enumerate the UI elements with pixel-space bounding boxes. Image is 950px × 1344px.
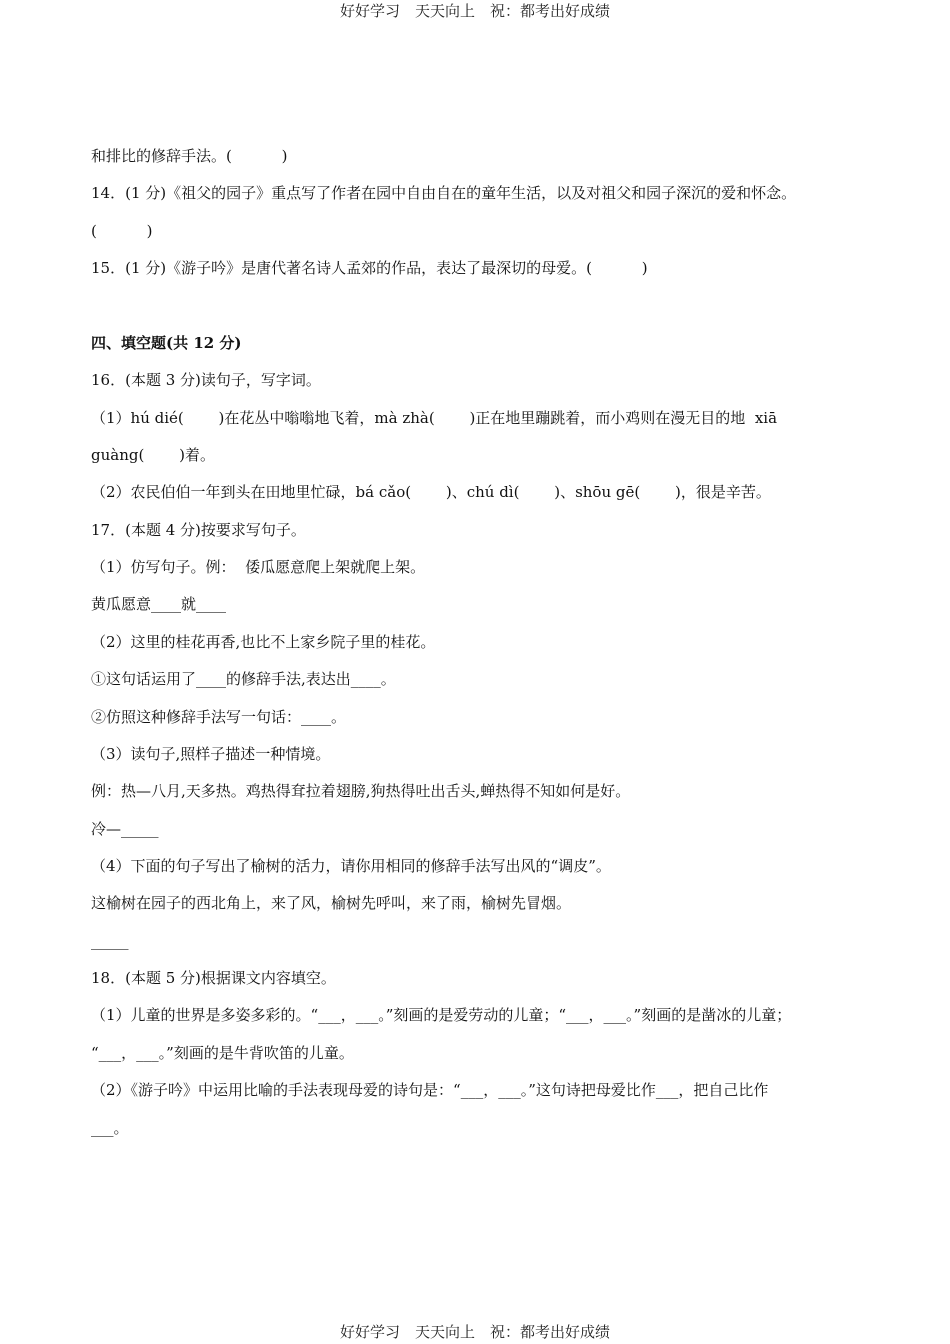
text-line: 和排比的修辞手法。( ) [91,147,288,165]
question-18: 18．(本题 5 分)根据课文内容填空。 [91,969,336,987]
text-line: 冷—_____ [91,820,159,838]
text-line: 黄瓜愿意____就____ [91,595,227,613]
text-line: （4）下面的句子写出了榆树的活力，请你用相同的修辞手法写出风的“调皮”。 [91,857,611,875]
question-15: 15．(1 分)《游子吟》是唐代著名诗人孟郊的作品，表达了最深切的母爱。( ) [91,259,648,277]
page-footer: 好好学习 天天向上 祝：都考出好成绩 [339,1323,610,1341]
text-line: （1）仿写句子。例： 倭瓜愿意爬上架就爬上架。 [91,558,426,576]
text-line: ①这句话运用了____的修辞手法,表达出____。 [91,670,396,688]
text-line: ___。 [91,1119,129,1137]
text-line: （1）hú dié( )在花丛中嗡嗡地飞着，mà zhà( )正在地里蹦跳着，而小鸡则在漫无目的地 xiā [91,409,778,427]
text-line: ( ) [91,222,153,240]
text-line: ②仿照这种修辞手法写一句话：____。 [91,708,347,726]
question-17: 17．(本题 4 分)按要求写句子。 [91,521,306,539]
text-line: 这榆树在园子的西北角上，来了风，榆树先呼叫，来了雨，榆树先冒烟。 [91,894,572,912]
section-heading: 四、填空题(共 12 分) [91,334,242,352]
text-line: 例：热—八月,天多热。鸡热得耷拉着翅膀,狗热得吐出舌头,蝉热得不知如何是好。 [91,782,631,800]
text-line: （2）农民伯伯一年到头在田地里忙碌，bá cǎo( )、chú dì( )、shōu gē( )，很是辛苦。 [91,483,771,501]
question-14: 14．(1 分)《祖父的园子》重点写了作者在园中自由自在的童年生活，以及对祖父和园子深沉的爱和怀念。 [91,184,797,202]
text-line: （2）《游子吟》中运用比喻的手法表现母爱的诗句是：“___，___。”这句诗把母爱比作___，把自己比作 [91,1081,769,1099]
page-header: 好好学习 天天向上 祝：都考出好成绩 [339,2,610,20]
text-line: _____ [91,932,129,950]
text-line: guàng( )着。 [91,446,215,464]
text-line: （3）读句子,照样子描述一种情境。 [91,745,331,763]
question-16: 16．(本题 3 分)读句子，写字词。 [91,371,321,389]
text-line: （1）儿童的世界是多姿多彩的。“___，___。”刻画的是爱劳动的儿童；“___，___。”刻画的是凿冰的儿童； [91,1006,792,1024]
text-line: （2）这里的桂花再香,也比不上家乡院子里的桂花。 [91,633,436,651]
text-line: “___，___。”刻画的是牛背吹笛的儿童。 [91,1044,354,1062]
